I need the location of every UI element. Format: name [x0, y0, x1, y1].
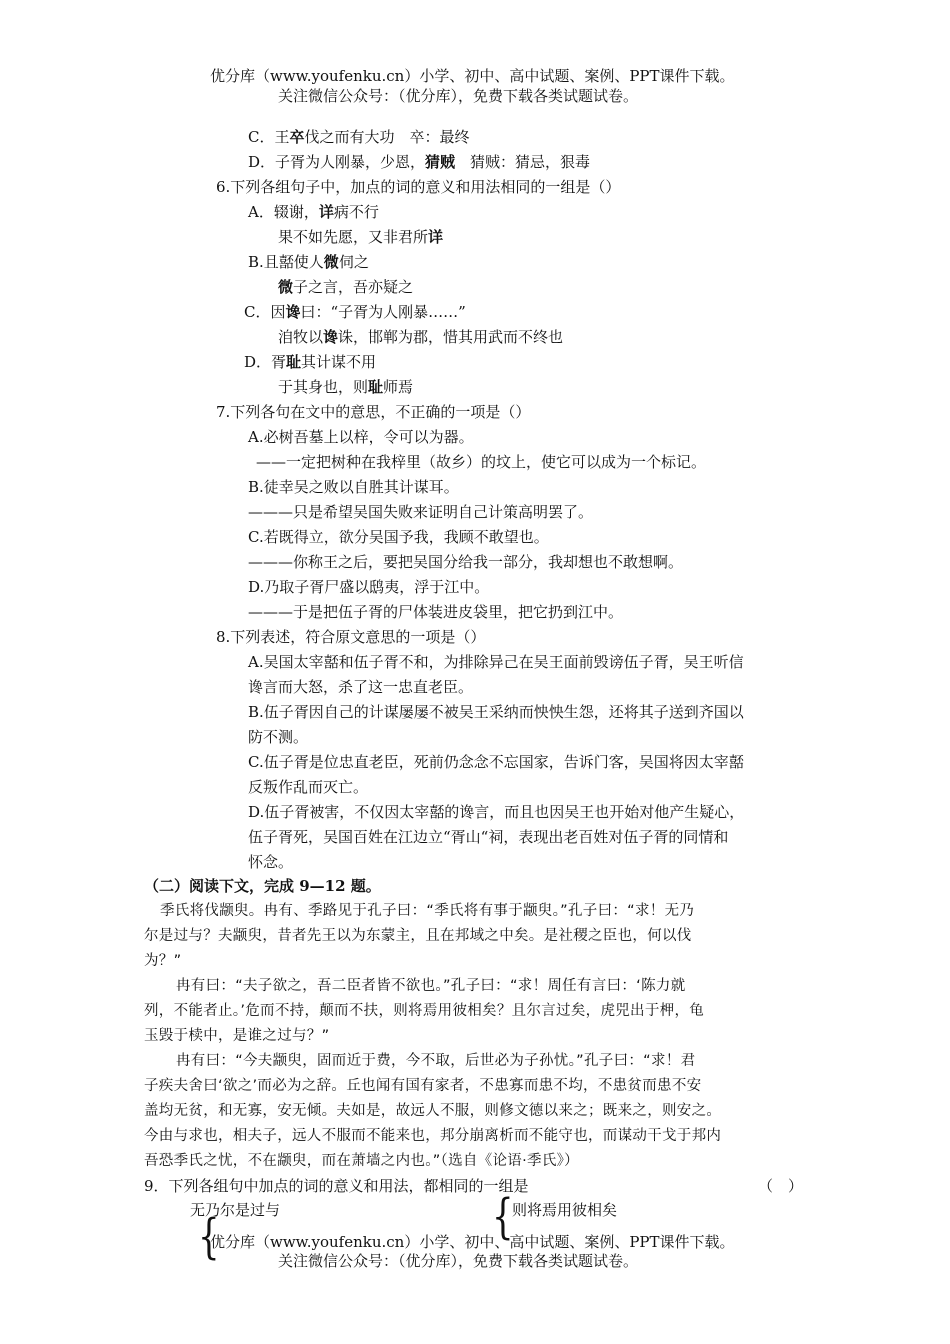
q7-option-c-translation: ———你称王之后，要把吴国分给我一部分，我却想也不敢想啊。 [248, 553, 684, 571]
q7-option-d: D.乃取子胥尸盛以鸱夷，浮于江中。 [248, 578, 490, 596]
q7-option-a-translation: ——一定把树种在我梓里（故乡）的坟上，使它可以成为一个标记。 [256, 453, 707, 471]
q8-option-d-line1: D.伍子胥被害，不仅因太宰嚭的谗言，而且也因吴王也开始对他产生疑心， [248, 803, 745, 821]
q8-option-a-line1: A.吴国太宰嚭和伍子胥不和，为排除异己在吴王面前毁谤伍子胥，吴王听信 [248, 653, 744, 671]
q6-option-a1: A．辍谢，详病不行 [248, 203, 379, 221]
q5-option-d: D．子胥为人刚暴，少恩，猜贼 猜贼：猜忌，狠毒 [248, 153, 591, 171]
q7-option-c: C.若既得立，欲分吴国予我，我顾不敢望也。 [248, 528, 549, 546]
q8-stem: 8.下列表述，符合原文意思的一项是（） [216, 628, 486, 646]
section-2-title: （二）阅读下文，完成 9—12 题。 [144, 877, 381, 895]
header-line-2: 关注微信公众号：（优分库），免费下载各类试题试卷。 [278, 87, 639, 105]
q8-option-b-line1: B.伍子胥因自己的计谋屡屡不被吴王采纳而怏怏生怨，还将其子送到齐国以 [248, 703, 744, 721]
footer-line-2: 关注微信公众号：（优分库），免费下载各类试题试卷。 [278, 1252, 639, 1270]
footer-line-1: 优分库（www.youfenku.cn）小学、初中、高中试题、案例、PPT课件下载。 [210, 1233, 735, 1251]
q6-option-b2: 微子之言，吾亦疑之 [278, 278, 414, 296]
q6-option-d2: 于其身也，则耻师焉 [278, 378, 414, 396]
q8-option-d-line2: 伍子胥死，吴国百姓在江边立“胥山“祠，表现出老百姓对伍子胥的同情和 [248, 828, 729, 846]
passage-p3-line3: 盖均无贫，和无寡，安无倾。夫如是，故远人不服，则修文德以来之；既来之，则安之。 [144, 1103, 722, 1119]
q8-option-d-line3: 怀念。 [248, 853, 294, 871]
right-brace: { [492, 1189, 514, 1245]
q9-answer-paren: （ ） [758, 1177, 804, 1195]
passage-p3-line2: 子疾夫舍曰‘欲之’而必为之辞。丘也闻有国有家者，不患寡而患不均，不患贫而患不安 [144, 1078, 702, 1094]
q7-option-d-translation: ———于是把伍子胥的尸体装进皮袋里，把它扔到江中。 [248, 603, 624, 621]
passage-p3-line1: 冉有曰：“今夫颛臾，固而近于费，今不取，后世必为子孙忧。”孔子曰：“求！君 [176, 1053, 696, 1069]
q5-option-c: C．王卒伐之而有大功 卒：最终 [248, 128, 470, 146]
q7-stem: 7.下列各句在文中的意思，不正确的一项是（） [216, 403, 531, 421]
passage-p1-line2: 尔是过与？夫颛臾，昔者先王以为东蒙主，且在邦域之中矣。是社稷之臣也，何以伐 [144, 928, 692, 944]
passage-p2-line3: 玉毁于椟中，是谁之过与？” [144, 1028, 330, 1044]
q9-stem: 9．下列各组句中加点的词的意义和用法，都相同的一组是 [144, 1177, 529, 1195]
q6-option-c2: 洎牧以谗诛，邯郸为郡，惜其用武而不终也 [278, 328, 564, 346]
q6-stem: 6.下列各组句子中，加点的词的意义和用法相同的一组是（） [216, 178, 621, 196]
q8-option-c-line2: 反叛作乱而灭亡。 [248, 778, 369, 796]
q8-option-a-line2: 谗言而大怒，杀了这一忠直老臣。 [248, 678, 474, 696]
q9-group-right-1: 则将焉用彼相矣 [512, 1201, 618, 1219]
header-line-1: 优分库（www.youfenku.cn）小学、初中、高中试题、案例、PPT课件下载。 [210, 67, 735, 85]
passage-p1-line1: 季氏将伐颛臾。冉有、季路见于孔子曰：“季氏将有事于颛臾。”孔子曰：“求！无乃 [160, 903, 695, 919]
q7-option-b-translation: ———只是希望吴国失败来证明自己计策高明罢了。 [248, 503, 594, 521]
q7-option-b: B.徒幸吴之败以自胜其计谋耳。 [248, 478, 459, 496]
q8-option-b-line2: 防不测。 [248, 728, 309, 746]
passage-p1-line3: 为？” [144, 953, 182, 969]
passage-p3-line4: 今由与求也，相夫子，远人不服而不能来也，邦分崩离析而不能守也，而谋动干戈于邦内 [144, 1128, 722, 1144]
q7-option-a: A.必树吾墓上以梓，令可以为器。 [248, 428, 474, 446]
q6-option-d1: D．胥耻其计谋不用 [244, 353, 377, 371]
q8-option-c-line1: C.伍子胥是位忠直老臣，死前仍念念不忘国家，告诉门客，吴国将因太宰嚭 [248, 753, 744, 771]
q9-group-left-1: 无乃尔是过与 [190, 1201, 281, 1219]
left-brace: { [198, 1209, 220, 1265]
passage-p2-line1: 冉有曰：“夫子欲之，吾二臣者皆不欲也。”孔子曰：“求！周任有言曰：‘陈力就 [176, 978, 686, 994]
passage-p3-line5: 吾恐季氏之忧，不在颛臾，而在萧墙之内也。”（选自《论语·季氏》） [144, 1153, 579, 1169]
q6-option-b1: B.且嚭使人微伺之 [248, 253, 369, 271]
q6-option-c1: C．因谗曰：“子胥为人刚暴……” [244, 303, 466, 321]
passage-p2-line2: 列，不能者止。’危而不持，颠而不扶，则将焉用彼相矣？且尔言过矣，虎兕出于柙，龟 [144, 1003, 705, 1019]
q6-option-a2: 果不如先愿，又非君所详 [278, 228, 444, 246]
